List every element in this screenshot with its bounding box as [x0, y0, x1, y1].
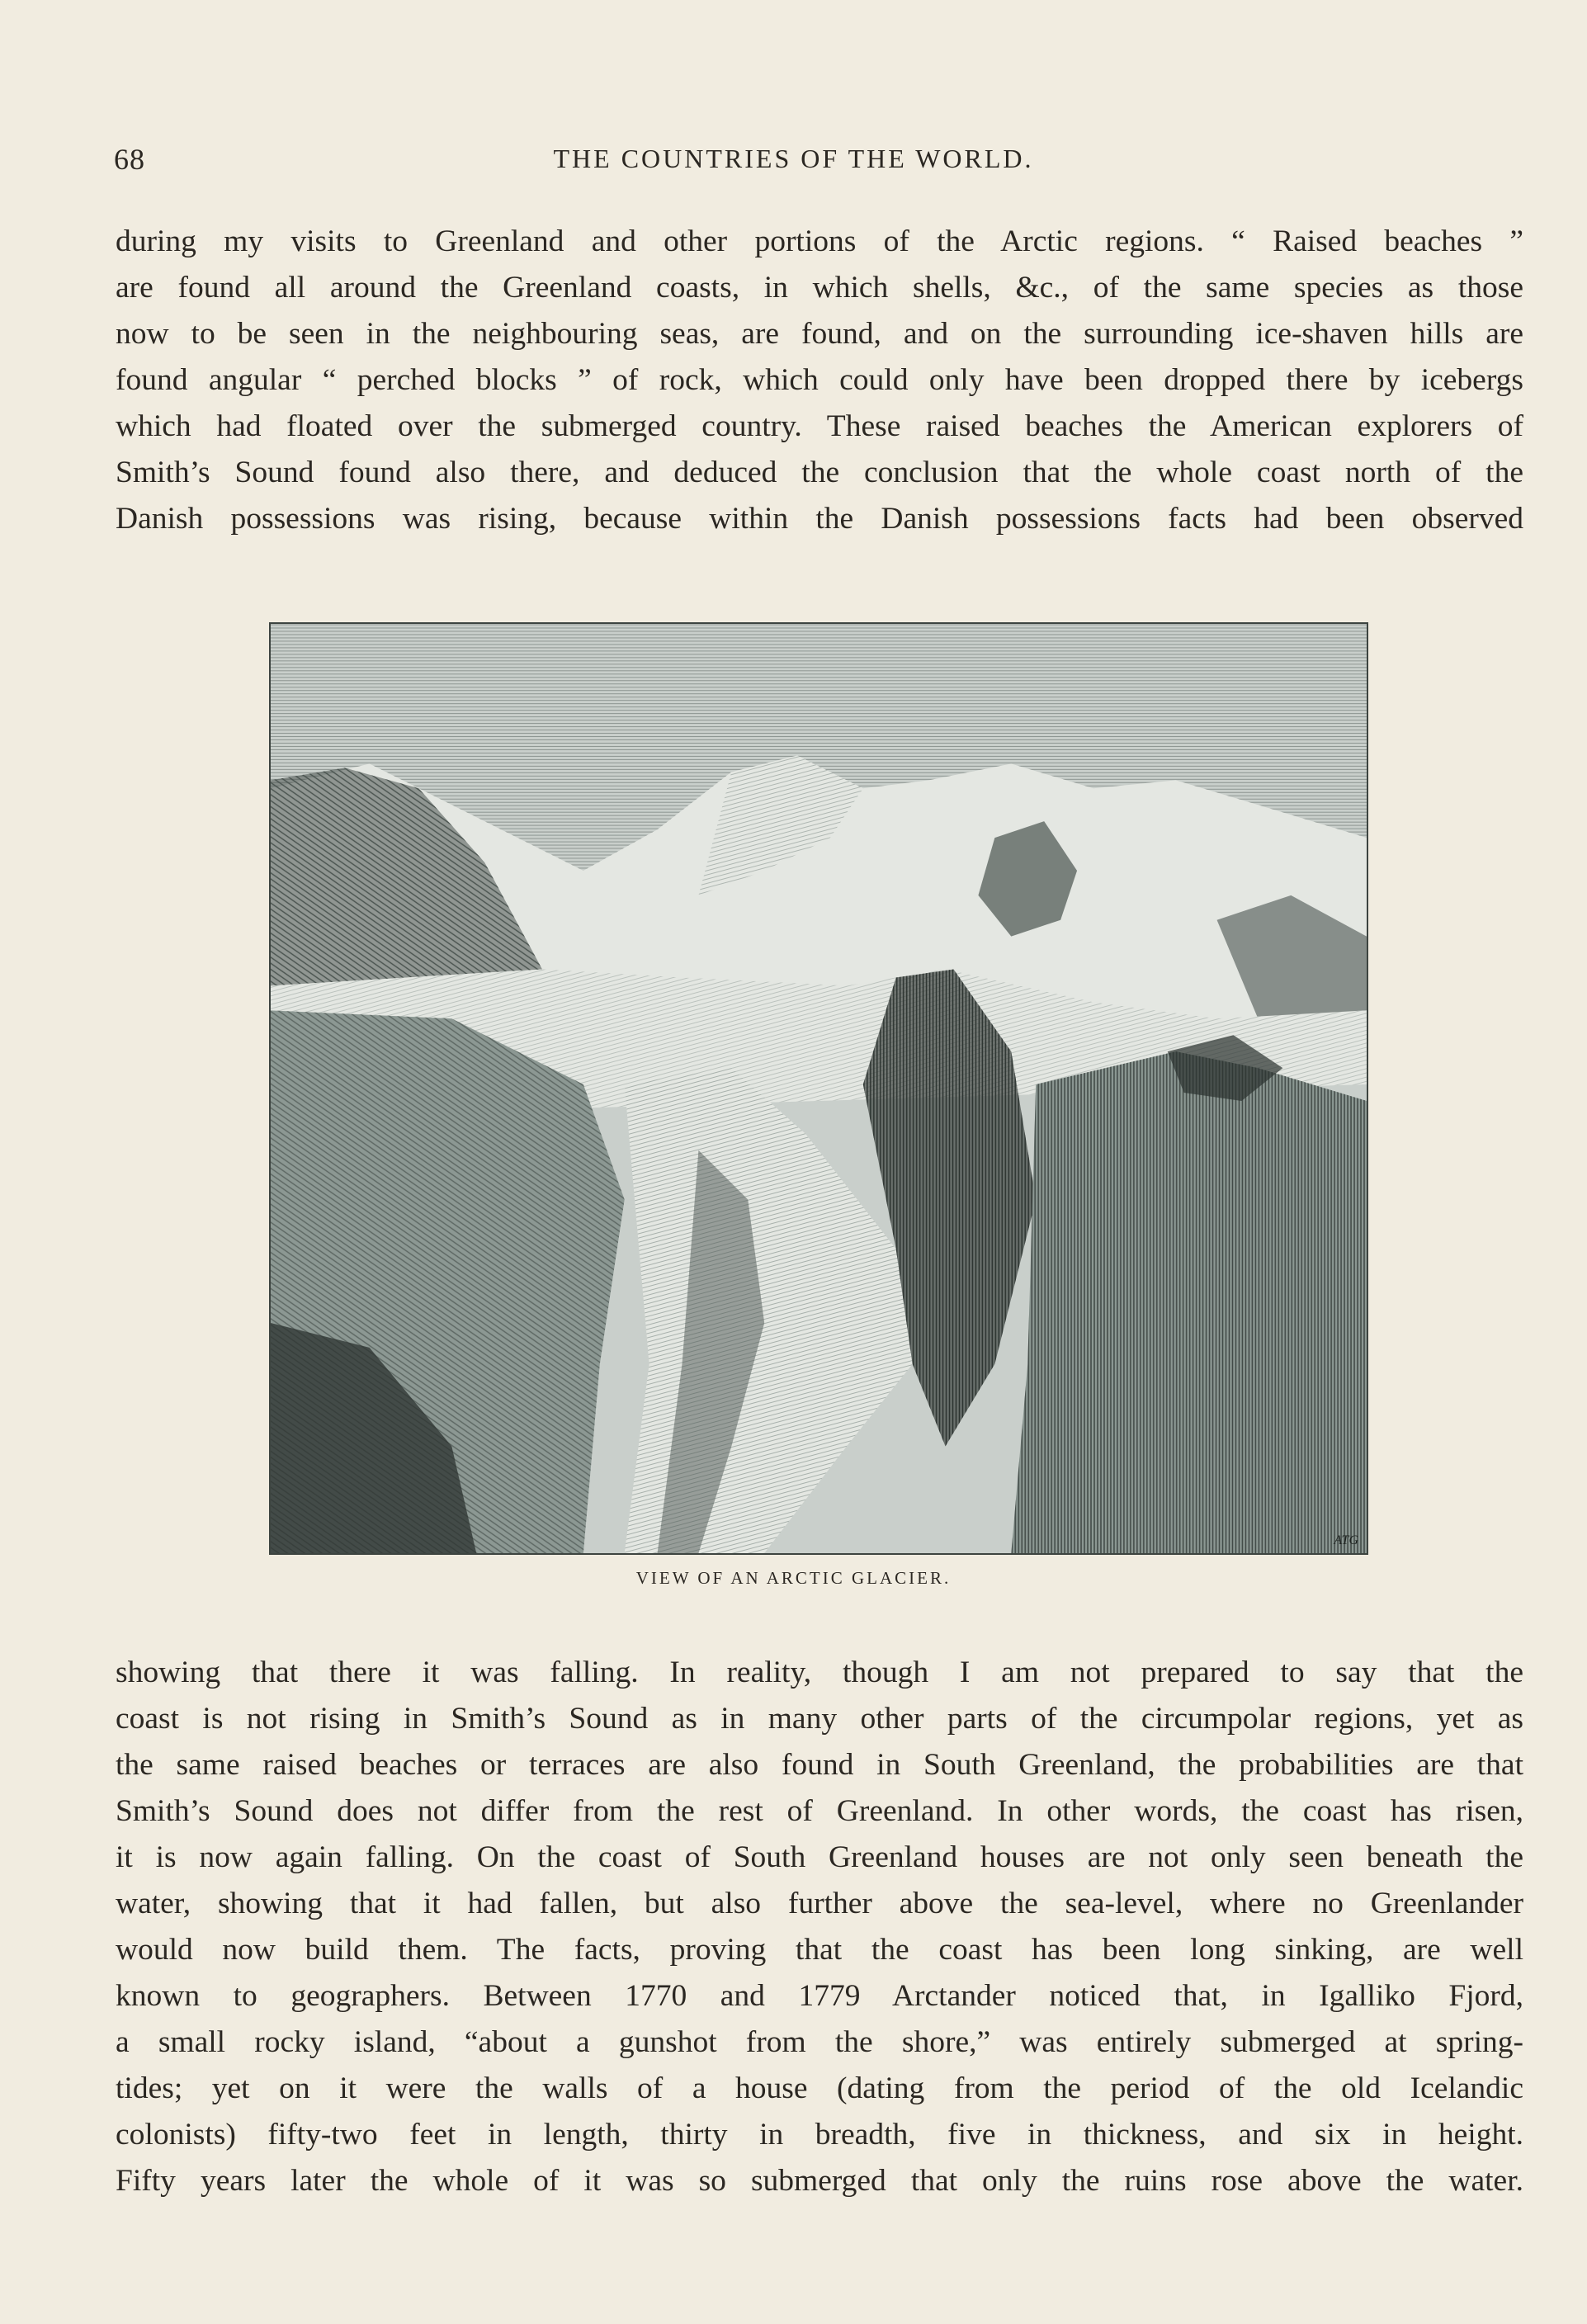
text-line: the same raised beaches or terraces are also found in South Greenland, the probabilities are that [116, 1748, 1523, 1782]
page-number: 68 [114, 143, 145, 176]
figure-caption: VIEW OF AN ARCTIC GLACIER. [635, 1568, 952, 1588]
text-line: during my visits to Greenland and other portions of the Arctic regions. “ Raised beaches ” [116, 224, 1523, 258]
text-line: Smith’s Sound found also there, and deduced the conclusion that the whole coast north of the [116, 456, 1523, 489]
glacier-illustration [271, 624, 1367, 1553]
text-line: a small rocky island, “about a gunshot from the shore,” was entirely submerged at spring- [116, 2025, 1523, 2059]
engraver-signature: ATG [1334, 1533, 1358, 1547]
text-line: known to geographers. Between 1770 and 1779 Arctander noticed that, in Igalliko Fjord, [116, 1979, 1523, 2013]
text-line: showing that there it was falling. In reality, though I am not prepared to say that the [116, 1656, 1523, 1689]
glacier-engraving [269, 622, 1368, 1555]
bottom-paragraph [116, 1650, 1523, 2204]
running-title: THE COUNTRIES OF THE WORLD. [553, 144, 1034, 173]
text-line: Fifty years later the whole of it was so submerged that only the ruins rose above the water. [116, 2164, 1523, 2198]
text-line: found angular “ perched blocks ” of rock, which could only have been dropped there by icebergs [116, 363, 1523, 397]
text-line: which had floated over the submerged country. These raised beaches the American explorers of [116, 409, 1523, 443]
text-line: coast is not rising in Smith’s Sound as in many other parts of the circumpolar regions, yet as [116, 1702, 1523, 1736]
top-paragraph [116, 219, 1523, 542]
text-line: colonists) fifty-two feet in length, thirty in breadth, five in thickness, and six in height. [116, 2118, 1523, 2152]
text-line: Smith’s Sound does not differ from the rest of Greenland. In other words, the coast has risen, [116, 1794, 1523, 1828]
text-line: would now build them. The facts, proving that the coast has been long sinking, are well [116, 1933, 1523, 1967]
text-line: water, showing that it had fallen, but also further above the sea-level, where no Greenlander [116, 1887, 1523, 1920]
text-line: now to be seen in the neighbouring seas, are found, and on the surrounding ice-shaven hills are [116, 317, 1523, 351]
text-line: Danish possessions was rising, because within the Danish possessions facts had been observed [116, 502, 1523, 536]
text-line: tides; yet on it were the walls of a house (dating from the period of the old Icelandic [116, 2071, 1523, 2105]
text-line: it is now again falling. On the coast of South Greenland houses are not only seen beneath the [116, 1840, 1523, 1874]
text-line: are found all around the Greenland coasts, in which shells, &c., of the same species as those [116, 271, 1523, 305]
